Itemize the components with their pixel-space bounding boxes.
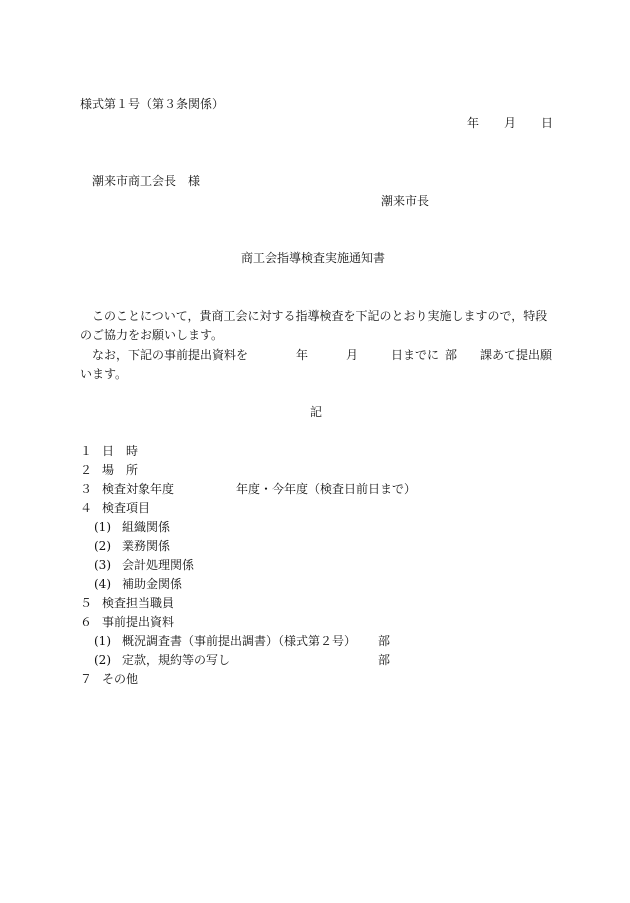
date-year: 年 xyxy=(467,116,480,130)
date-month: 月 xyxy=(504,116,517,130)
list-item-6: ６ 事前提出資料 xyxy=(80,615,175,629)
body-p2-year: 年 xyxy=(296,348,309,362)
sender: 潮来市長 xyxy=(381,194,430,208)
list-subitem-6-1: (1) 概況調査書（事前提出調書）（様式第２号） 部 xyxy=(94,634,391,648)
list-subitem-4-3: (3) 会計処理関係 xyxy=(94,558,195,572)
body-line-2: のご協力をお願いします。 xyxy=(80,328,224,342)
list-item-3: ３ 検査対象年度 年度・今年度（検査日前日まで） xyxy=(80,482,417,496)
body-p2-text: なお，下記の事前提出資料を xyxy=(92,348,249,362)
list-subitem-4-1: (1) 組織関係 xyxy=(94,520,171,534)
document-title: 商工会指導検査実施通知書 xyxy=(241,251,386,265)
ki-heading: 記 xyxy=(310,405,323,419)
list-item-7: ７ その他 xyxy=(80,672,139,686)
body-p2-month: 月 xyxy=(346,348,359,362)
date-day: 日 xyxy=(541,116,554,130)
body-p2-dept: 部 xyxy=(445,348,458,362)
addressee: 潮来市商工会長 様 xyxy=(92,174,201,188)
list-item-2: ２ 場 所 xyxy=(80,463,139,477)
list-item-1: １ 日 時 xyxy=(80,444,139,458)
body-p2-day: 日までに xyxy=(391,348,440,362)
body-p2-line-2: います。 xyxy=(80,367,128,381)
list-subitem-4-2: (2) 業務関係 xyxy=(94,539,171,553)
list-item-5: ５ 検査担当職員 xyxy=(80,596,175,610)
list-subitem-4-4: (4) 補助金関係 xyxy=(94,577,183,591)
list-subitem-6-2: (2) 定款，規約等の写し 部 xyxy=(94,653,391,667)
body-line-1: このことについて，貴商工会に対する指導検査を下記のとおり実施しますので，特段 xyxy=(92,309,548,323)
list-item-4: ４ 検査項目 xyxy=(80,501,151,515)
body-p2-section: 課あて提出願 xyxy=(480,348,553,362)
form-number-label: 様式第１号（第３条関係） xyxy=(80,97,225,111)
